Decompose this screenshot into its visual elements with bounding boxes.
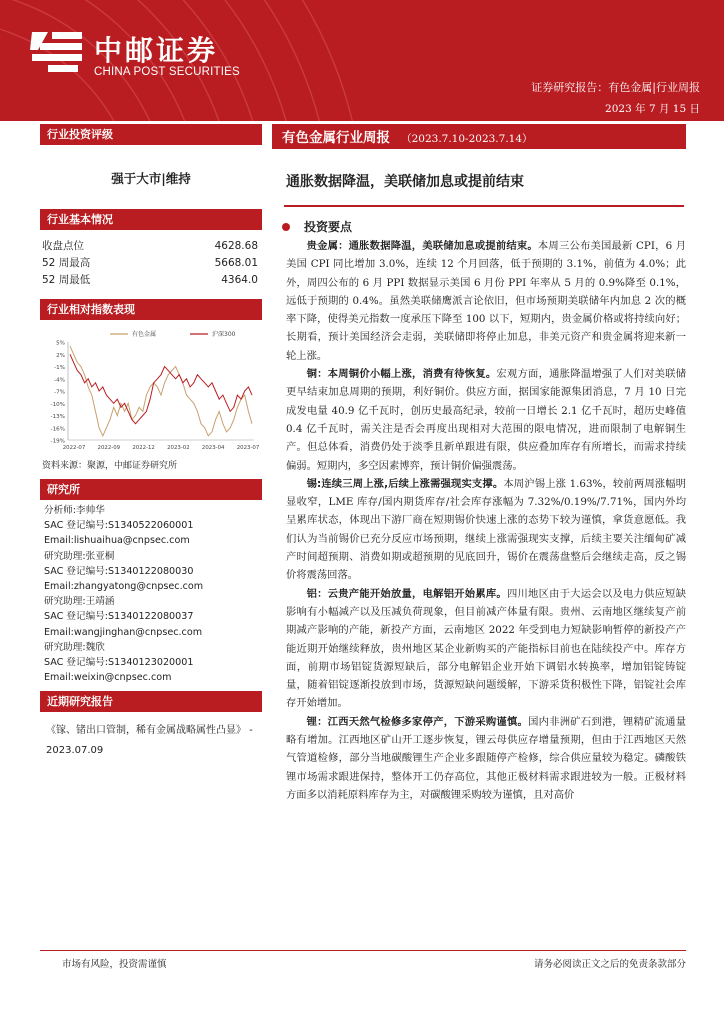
paragraph-text: 本周沪锡上涨 1.63%，较前两周涨幅明显收窄，LME 库存/国内期货库存/社会库存涨幅为 7.32%/0.19%/7.71%，国内外均呈累库状态，体现出下游厂商在短期锡价快速上涨的态势下较为谨慎，拿货意愿低。我们认为当前锡价已充分反应市场预期，继续上涨需强现实支撑，后续主要关注缅甸矿减产时间超预期、消费如期或超预期的见底回升，锡价在震荡盘整后会继续走高，反之锡价将震荡回落。 — [286, 477, 687, 582]
key-points-body — [272, 237, 686, 804]
paragraph-lead: 锂：江西天然气检修多家停产，下游采购谨慎。 — [306, 715, 529, 728]
industry-rating: 强于大市|维持 — [111, 171, 191, 186]
analyst-list — [40, 500, 262, 691]
basics-stats — [40, 230, 262, 299]
paragraph-lithium — [286, 713, 686, 804]
index-section-title: 行业相对指数表现 — [40, 299, 262, 320]
report-headline: 通胀数据降温，美联储加息或提前结束 — [286, 174, 524, 190]
china-post-logo-icon — [30, 30, 86, 80]
y-tick-label: -16% — [50, 426, 65, 433]
paragraph-aluminum — [286, 585, 686, 713]
paragraph-text: 宏观方面，通胀降温增强了人们对美联储更早结束加息周期的预期，利好铜价。供应方面，据国家能源集团消息，7 月 10 日完成发电量 40.9 亿千瓦时，创历史最高纪录，较前一日增长 2.1 亿千瓦时，超历史峰值 0.4 亿千瓦时，需关注是否会再度出现相对大范围的限电情况，进而限制了电解铜生产。但总体看，消费仍处于淡季且新单跟进有限，供应叠加库存有所增长，而需求持续偏弱。短期内，多空因素博弈，预计铜价偏强震荡。 — [286, 368, 686, 472]
x-tick-label: 2022-09 — [97, 445, 121, 451]
stat-value: 4628.68 — [214, 240, 258, 252]
sidebar — [40, 124, 262, 761]
y-tick-label: -4% — [54, 377, 65, 384]
paragraph-lead: 铜：本周铜价小幅上涨，消费有待恢复。 — [306, 368, 497, 381]
stat-row-close — [40, 238, 262, 255]
chart-source: 资料来源：聚源，中邮证券研究所 — [42, 461, 178, 471]
report-header — [0, 0, 724, 121]
main-title: 有色金属行业周报 — [282, 130, 390, 146]
paragraph-lead: 贵金属：通胀数据降温，美联储加息或提前结束。 — [306, 240, 538, 252]
report-type: 证券研究报告：有色金属|行业周报 — [531, 81, 700, 94]
key-points-title — [282, 218, 686, 235]
x-tick-label: 2022-07 — [62, 445, 86, 451]
y-tick-label: 5% — [56, 340, 65, 347]
y-tick-label: -1% — [54, 365, 65, 371]
stat-value: 4364.0 — [221, 274, 258, 286]
y-tick-label: -7% — [54, 389, 65, 396]
rating-section-title: 行业投资评级 — [40, 124, 262, 145]
analyst-line: 研究助理:张亚桐 — [44, 550, 115, 562]
footer-disclaimer: 请务必阅读正文之后的免责条款部分 — [533, 959, 686, 970]
stat-value: 5668.01 — [214, 257, 258, 269]
analyst-line: SAC 登记编号:S1340522060001 — [44, 520, 194, 532]
analyst-line: Email:lishuaihua@cnpsec.com — [44, 535, 190, 547]
relative-index-chart-svg — [40, 326, 262, 456]
footer-risk-notice: 市场有风险，投资需谨慎 — [62, 959, 167, 970]
key-points-label: 投资要点 — [304, 220, 353, 234]
analyst-line: Email:wangjinghan@cnpsec.com — [44, 626, 203, 638]
legend-label: 沪深300 — [212, 331, 236, 338]
y-tick-label: -10% — [50, 401, 65, 408]
stat-label: 52 周最高 — [42, 257, 91, 269]
main-content — [272, 124, 686, 804]
paragraph-tin — [286, 475, 686, 585]
analyst-line: Email:weixin@cnpsec.com — [44, 672, 172, 684]
basics-section-title: 行业基本情况 — [40, 209, 262, 230]
y-tick-label: -19% — [50, 438, 65, 445]
recent-section-title: 近期研究报告 — [40, 691, 262, 712]
analyst-line: 分析师:李帅华 — [44, 505, 105, 516]
x-tick-label: 2023-02 — [167, 445, 190, 451]
analyst-line: SAC 登记编号:S1340123020001 — [44, 656, 194, 668]
legend-label: 有色金属 — [132, 331, 157, 338]
x-tick-label: 2023-04 — [201, 445, 225, 451]
main-title-bar — [272, 124, 686, 149]
stat-row-52w-low — [40, 272, 262, 289]
series-line-csi300 — [70, 354, 252, 423]
paragraph-lead: 锡:连续三周上涨,后续上涨需强现实支撑。 — [306, 477, 504, 490]
footer-divider — [40, 950, 686, 951]
analyst-line: 研究助理:魏欣 — [44, 641, 105, 653]
brand-name-cn: 中邮证券 — [94, 34, 219, 67]
y-tick-label: 2% — [56, 352, 65, 359]
paragraph-lead: 铝：云贵产能开始放量，电解铝开始累库。 — [306, 587, 507, 600]
analyst-line: Email:zhangyatong@cnpsec.com — [44, 580, 204, 592]
analyst-line: SAC 登记编号:S1340122080037 — [44, 611, 194, 623]
stat-row-52w-high — [40, 255, 262, 272]
bullet-icon — [282, 223, 290, 231]
relative-index-chart — [40, 326, 262, 456]
series-line-nonferrous — [70, 346, 252, 436]
stat-label: 52 周最低 — [42, 274, 91, 286]
report-period: （2023.7.10-2023.7.14） — [401, 133, 533, 145]
analyst-line: 研究助理:王靖涵 — [44, 596, 115, 608]
paragraph-text: 四川地区由于大运会以及电力供应短缺影响有小幅减产以及压减负荷现象，但目前减产体量有限。贵州、云南地区继续复产前期减产影响的产能，新投产方面，云南地区 2022 年受到电力短缺影响暂停的新投产产能近期开始继续释放，贵州地区某企业新购买的产能指标目前也在陆续投产中。库存方面，前期市场铝锭货源短缺后，部分电解铝企业开始下调铝水转换率，增加铝锭铸锭量，随着铝锭逐渐投放到市场，货源短缺问题缓解，下游采货积极性下降，铝锭社会库存开始增加。 — [286, 587, 687, 710]
paragraph-copper — [286, 365, 686, 475]
analyst-line: SAC 登记编号:S1340122080030 — [44, 565, 194, 577]
brand-name-en: CHINA POST SECURITIES — [94, 66, 240, 78]
research-section-title: 研究所 — [40, 479, 262, 500]
report-date: 2023 年 7 月 15 日 — [605, 103, 700, 115]
paragraph-text: 国内非洲矿石到港，锂精矿流通量略有增加。江西地区矿山开工逐步恢复，锂云母供应存增量预期，但由于江西地区天然气管道检修，部分当地碳酸锂生产企业多跟随停产检修，综合供应量较为稳定。磷酸铁锂市场需求跟进保持，整体开工仍存高位，其他正极材料需求跟进较为一般。正极材料方面多以消耗原料库存为主，对碳酸锂采购较为谨慎，且对高价 — [286, 715, 687, 801]
x-tick-label: 2023-07 — [236, 445, 260, 451]
paragraph-text: 本周三公布美国最新 CPI，6 月美国 CPI 同比增加 3.0%，连续 12 个月回落，低于预期的 3.1%，前值为 4.0%；此外，周四公布的 6 月 PPI 数据显示美国 6 月份 PPI 年率从 5 月的 0.9%降至 0.1%，远低于预期的 0.4%。虽然美联储鹰派言论依旧，但市场预期美联储年内加息 2 次的概率下降，使得美元指数一度承压下降至 100 以下，短期内，贵金属价格或将持续向好；长期看，预计美国经济会走弱，美联储即将停止加息，非美元资产和贵金属将迎来新一轮上涨。 — [286, 240, 686, 362]
paragraph-precious-metals — [286, 237, 686, 365]
headline-divider — [284, 205, 684, 207]
y-tick-label: -13% — [50, 414, 65, 420]
x-tick-label: 2022-12 — [132, 445, 155, 451]
stat-label: 收盘点位 — [42, 240, 84, 252]
recent-report: 《镓、锗出口管制，稀有金属战略属性凸显》 - 2023.07.09 — [46, 725, 253, 757]
